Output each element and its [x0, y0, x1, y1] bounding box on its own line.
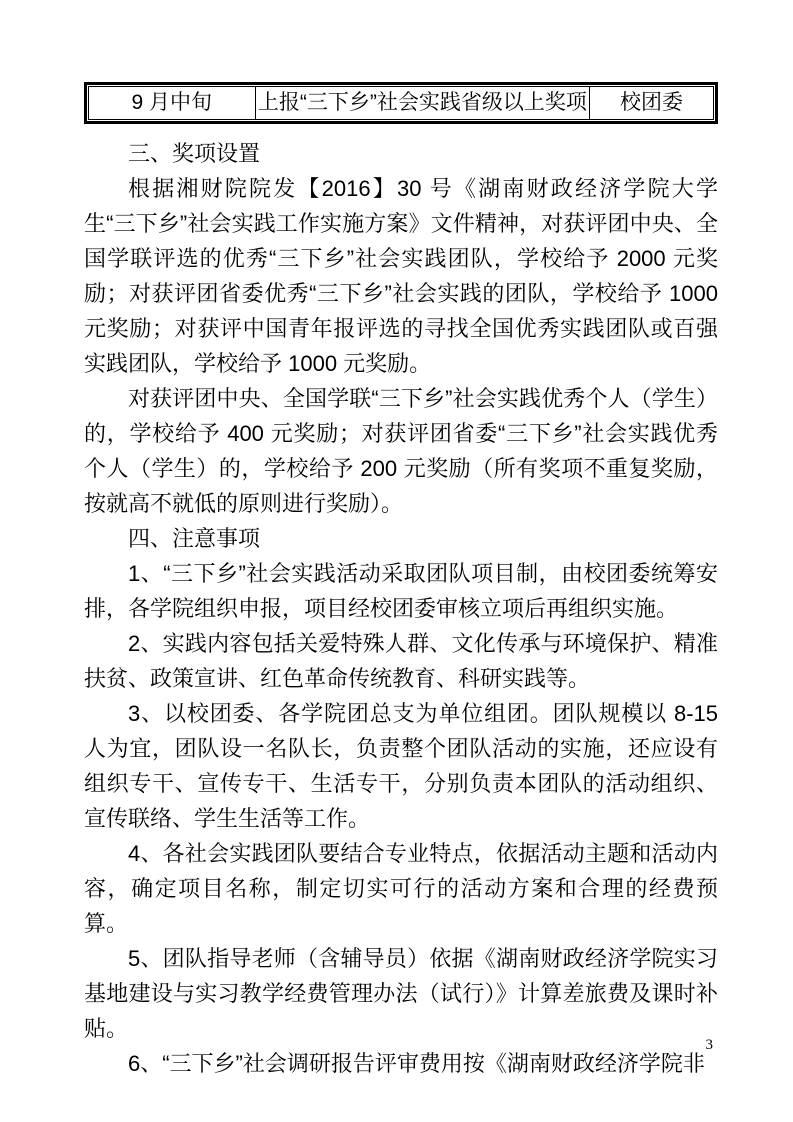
note-item-6: 6、“三下乡”社会调研报告评审费用按《湖南财政经济学院非	[128, 1051, 705, 1076]
section-heading-notes: 四、注意事项	[128, 526, 261, 551]
section-heading-awards: 三、奖项设置	[128, 141, 261, 166]
note-item-1: 1、“三下乡”社会实践活动采取团队项目制，由校团委统筹安排，各学院组织申报，项目经校团委审核立项后再组织实施。	[84, 561, 718, 621]
table-cell-task: 上报“三下乡”社会实践省级以上奖项	[255, 87, 589, 120]
note-item-4: 4、各社会实践团队要结合专业特点，依据活动主题和活动内容，确定项目名称，制定切实可行的活动方案和合理的经费预算。	[84, 841, 718, 936]
note-item-2: 2、实践内容包括关爱特殊人群、文化传承与环境保护、精准扶贫、政策宣讲、红色革命传统教育、科研实践等。	[84, 631, 718, 691]
note-item-5: 5、团队指导老师（含辅导员）依据《湖南财政经济学院实习基地建设与实习教学经费管理办法（试行）》计算差旅费及课时补贴。	[84, 946, 718, 1041]
table-cell-date: 9 月中旬	[89, 87, 256, 120]
paragraph-award-individuals: 对获评团中央、全国学联“三下乡”社会实践优秀个人（学生）的，学校给予 400 元奖励；对获评团省委“三下乡”社会实践优秀个人（学生）的，学校给予 200 元奖励（所有奖项不重复奖励，按就高不就低的原则进行奖励）。	[84, 386, 718, 516]
schedule-table-grid	[88, 86, 714, 120]
page-content	[84, 0, 718, 1081]
note-item-3: 3、以校团委、各学院团总支为单位组团。团队规模以 8-15 人为宜，团队设一名队长，负责整个团队活动的实施，还应设有组织专干、宣传专干、生活专干，分别负责本团队的活动组织、宣传联络、学生生活等工作。	[84, 701, 718, 831]
schedule-table	[84, 82, 718, 124]
table-cell-unit: 校团委	[590, 87, 714, 120]
paragraph-award-teams: 根据湘财院院发【2016】30 号《湖南财政经济学院大学生“三下乡”社会实践工作实施方案》文件精神，对获评团中央、全国学联评选的优秀“三下乡”社会实践团队，学校给予 2000 元奖励；对获评团省委优秀“三下乡”社会实践的团队，学校给予 1000 元奖励；对获评中国青年报评选的寻找全国优秀实践团队或百强实践团队，学校给予 1000 元奖励。	[84, 176, 718, 376]
table-row	[89, 87, 714, 120]
body-text	[84, 136, 718, 1081]
page-number: 3	[705, 1037, 713, 1053]
